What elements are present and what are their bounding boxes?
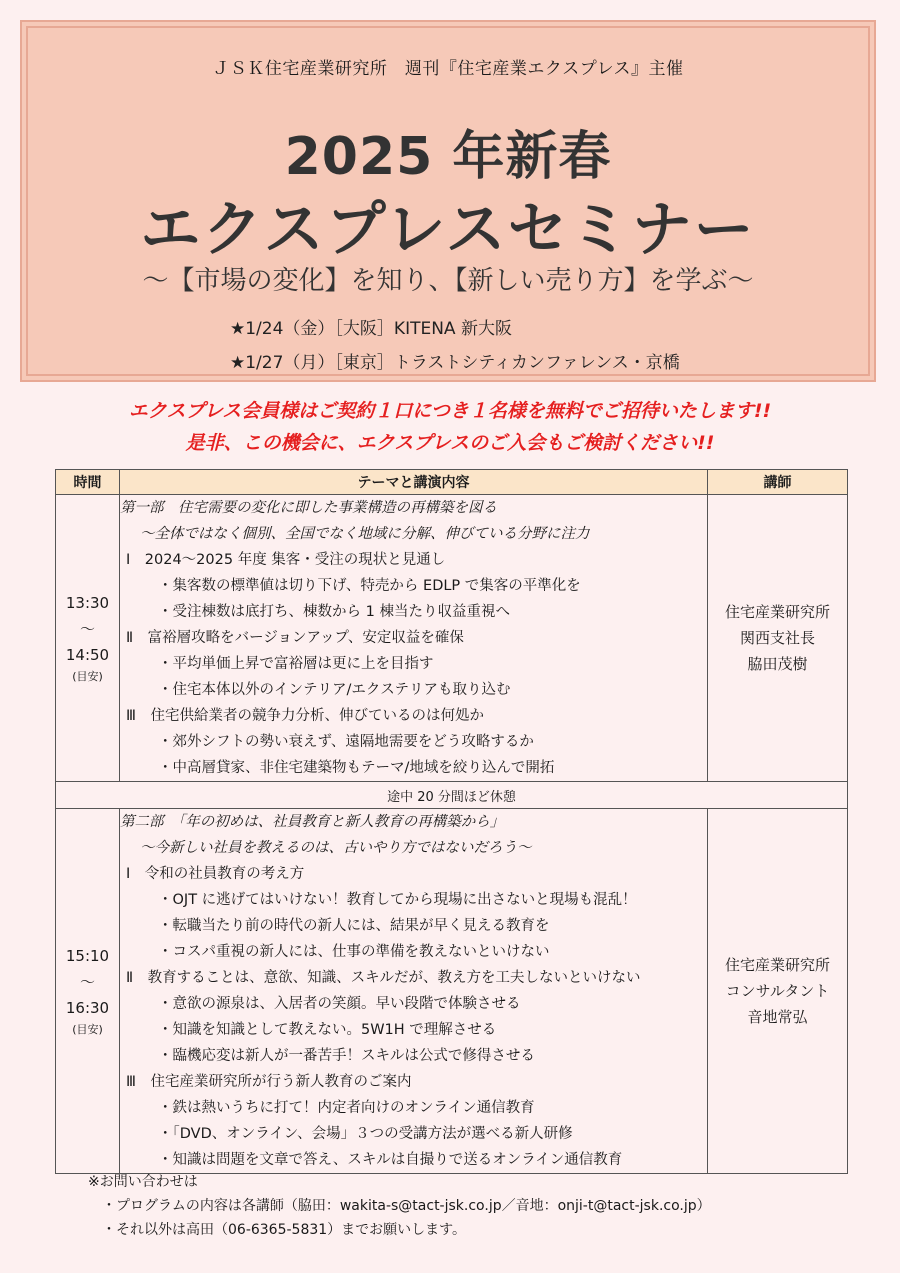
- header-lecturer: 講師: [708, 470, 848, 495]
- subtitle: ～【市場の変化】を知り、【新しい売り方】を学ぶ～: [142, 266, 754, 296]
- section-heading: Ⅲ 住宅産業研究所が行う新人教育のご案内: [126, 1074, 412, 1090]
- session2-time-note: (目安): [72, 1023, 103, 1036]
- title-year: 2025 年新春: [284, 127, 612, 187]
- session2-content: [120, 809, 708, 1174]
- schedule-table: [55, 469, 848, 1174]
- bullet-item: ・OJT に逃げてはいけない！教育してから現場に出さないと現場も混乱！: [158, 892, 637, 908]
- bullet-item: ・郊外シフトの勢い衰えず、遠隔地需要をどう攻略するか: [158, 734, 534, 750]
- contact-heading: ※お問い合わせは: [88, 1174, 198, 1190]
- header-content: テーマと講演内容: [120, 470, 708, 495]
- section-heading: Ⅰ 2024～2025 年度 集客・受注の現状と見通し: [126, 552, 446, 568]
- session1-part-title: 第一部 住宅需要の変化に即した事業構造の再構築を図る: [120, 500, 497, 516]
- session2-row: [56, 809, 848, 1174]
- promo-invite: エクスプレス会員様はご契約１口につき１名様を無料でご招待いたします!!: [128, 400, 772, 422]
- session1-lines: [120, 547, 707, 781]
- header-time: 時間: [56, 470, 120, 495]
- session2-time-end: 16:30: [65, 999, 110, 1017]
- break-text: 途中 20 分間ほど休憩: [56, 782, 848, 809]
- bullet-item: ・知識は問題を文章で答え、スキルは自撮りで送るオンライン通信教育: [158, 1152, 623, 1168]
- title-seminar: エクスプレスセミナー: [140, 195, 756, 265]
- session2-lecturer-title: コンサルタント: [725, 982, 830, 1000]
- organizer-line: ＪＳＫ住宅産業研究所 週刊『住宅産業エクスプレス』主催: [212, 59, 684, 79]
- header-box: [20, 20, 876, 382]
- section-heading: Ⅰ 令和の社員教育の考え方: [126, 866, 305, 882]
- venue-osaka: ★1/24（金）［大阪］KITENA 新大阪: [230, 319, 512, 339]
- session2-lines: [120, 861, 707, 1173]
- venue-tokyo: ★1/27（月）［東京］トラストシティカンファレンス・京橋: [230, 353, 680, 373]
- bullet-item: ・集客数の標準値は切り下げ、特売から EDLP で集客の平準化を: [158, 578, 581, 594]
- session1-lecturer-title: 関西支社長: [739, 629, 815, 647]
- contact-line-lecturers: ・プログラムの内容は各講師（脇田：wakita-s@tact-jsk.co.jp／音地：onji-t@tact-jsk.co.jp）: [102, 1198, 711, 1214]
- promo-join: 是非、この機会に、エクスプレスのご入会もご検討ください!!: [185, 432, 715, 454]
- contact-line-other: ・それ以外は高田（06-6365-5831）までお願いします。: [102, 1222, 467, 1238]
- bullet-item: ・意欲の源泉は、入居者の笑顔。早い段階で体験させる: [158, 996, 521, 1012]
- session2-tagline: ～今新しい社員を教えるのは、古いやり方ではないだろう～: [140, 840, 532, 856]
- section-heading: Ⅱ 教育することは、意欲、知識、スキルだが、教え方を工夫しないといけない: [126, 970, 641, 986]
- section-heading: Ⅲ 住宅供給業者の競争力分析、伸びているのは何処か: [126, 708, 484, 724]
- session1-time-note: (目安): [72, 670, 103, 683]
- bullet-item: ・平均単価上昇で富裕層は更に上を目指す: [158, 656, 434, 672]
- session2-lecturer-org: 住宅産業研究所: [724, 956, 830, 974]
- session2-time-sep: ～: [79, 973, 95, 991]
- session1-time-start: 13:30: [65, 594, 110, 612]
- session2-time: [56, 809, 120, 1174]
- session1-tagline: ～全体ではなく個別、全国でなく地域に分解、伸びている分野に注力: [140, 526, 590, 542]
- bullet-item: ・住宅本体以外のインテリア/エクステリアも取り込む: [158, 682, 511, 698]
- session2-part-title: 第二部 「年の初めは、社員教育と新人教育の再構築から」: [120, 814, 505, 830]
- contact-block: [88, 1170, 711, 1242]
- session2-time-start: 15:10: [65, 947, 110, 965]
- session2-lecturer: [708, 809, 848, 1174]
- break-row: [56, 782, 848, 809]
- bullet-item: ・転職当たり前の時代の新人には、結果が早く見える教育を: [158, 918, 550, 934]
- session1-lecturer: [708, 495, 848, 782]
- bullet-item: ・「DVD、オンライン、会場」３つの受講方法が選べる新人研修: [158, 1126, 573, 1142]
- session1-content: [120, 495, 708, 782]
- bullet-item: ・受注棟数は底打ち、棟数から 1 棟当たり収益重視へ: [158, 604, 510, 620]
- bullet-item: ・知識を知識として教えない。5W1H で理解させる: [158, 1022, 497, 1038]
- section-heading: Ⅱ 富裕層攻略をバージョンアップ、安定収益を確保: [126, 630, 464, 646]
- session1-lecturer-name: 脇田茂樹: [747, 655, 808, 673]
- session1-time-end: 14:50: [65, 646, 110, 664]
- session1-lecturer-org: 住宅産業研究所: [724, 603, 830, 621]
- session1-row: [56, 495, 848, 782]
- session2-lecturer-name: 音地常弘: [747, 1008, 808, 1026]
- bullet-item: ・中高層貸家、非住宅建築物もテーマ/地域を絞り込んで開拓: [158, 760, 555, 776]
- table-header-row: [56, 470, 848, 495]
- bullet-item: ・鉄は熱いうちに打て！内定者向けのオンライン通信教育: [158, 1100, 535, 1116]
- session1-time-sep: ～: [79, 620, 95, 638]
- bullet-item: ・臨機応変は新人が一番苦手！スキルは公式で修得させる: [158, 1048, 535, 1064]
- session1-time: [56, 495, 120, 782]
- bullet-item: ・コスパ重視の新人には、仕事の準備を教えないといけない: [158, 944, 550, 960]
